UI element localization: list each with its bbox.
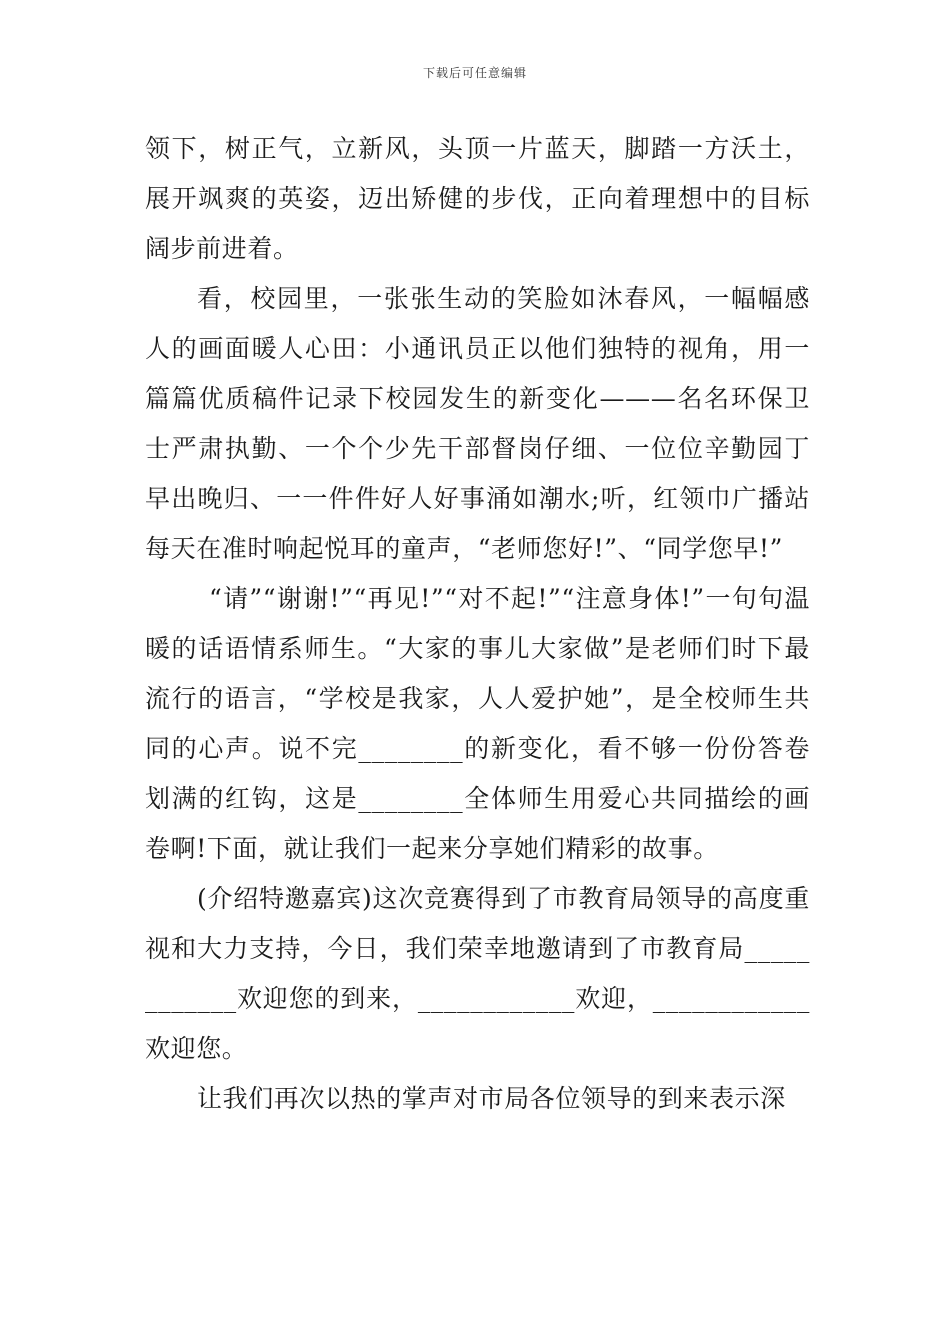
document-body [145, 124, 810, 1124]
page-header: 下载后可任意编辑 [422, 66, 527, 80]
paragraph-continuation: 领下，树正气，立新风，头顶一片蓝天，脚踏一方沃土，展开飒爽的英姿，迈出矫健的步伐，正向着理想中的目标阔步前进着。 [145, 134, 810, 263]
paragraph-greetings: “请”“谢谢!”“再见!”“对不起!”“注意身体!”一句句温暖的话语情系师生。“大家的事儿大家做”是老师们时下最流行的语言，“学校是我家，人人爱护她”，是全校师生共同的心声。说不完________的新变化，看不够一份份答卷划满的红钩，这是________全体师生用爱心共同描绘的画卷啊!下面，就让我们一起来分享她们精彩的故事。 [145, 584, 810, 863]
paragraph-guests: (介绍特邀嘉宾)这次竞赛得到了市教育局领导的高度重视和大力支持，今日，我们荣幸地邀请到了市教育局____________欢迎您的到来，____________欢迎，____________欢迎您。 [145, 884, 810, 1063]
paragraph-applause: 让我们再次以热的掌声对市局各位领导的到来表示深 [197, 1084, 786, 1113]
paragraph-campus: 看，校园里，一张张生动的笑脸如沐春风，一幅幅感人的画面暖人心田：小通讯员正以他们独特的视角，用一篇篇优质稿件记录下校园发生的新变化———名名环保卫士严肃执勤、一个个少先干部督岗仔细、一位位辛勤园丁早出晚归、一一件件好人好事涌如潮水;听，红领巾广播站每天在准时响起悦耳的童声，“老师您好!”、“同学您早!” [145, 284, 810, 563]
